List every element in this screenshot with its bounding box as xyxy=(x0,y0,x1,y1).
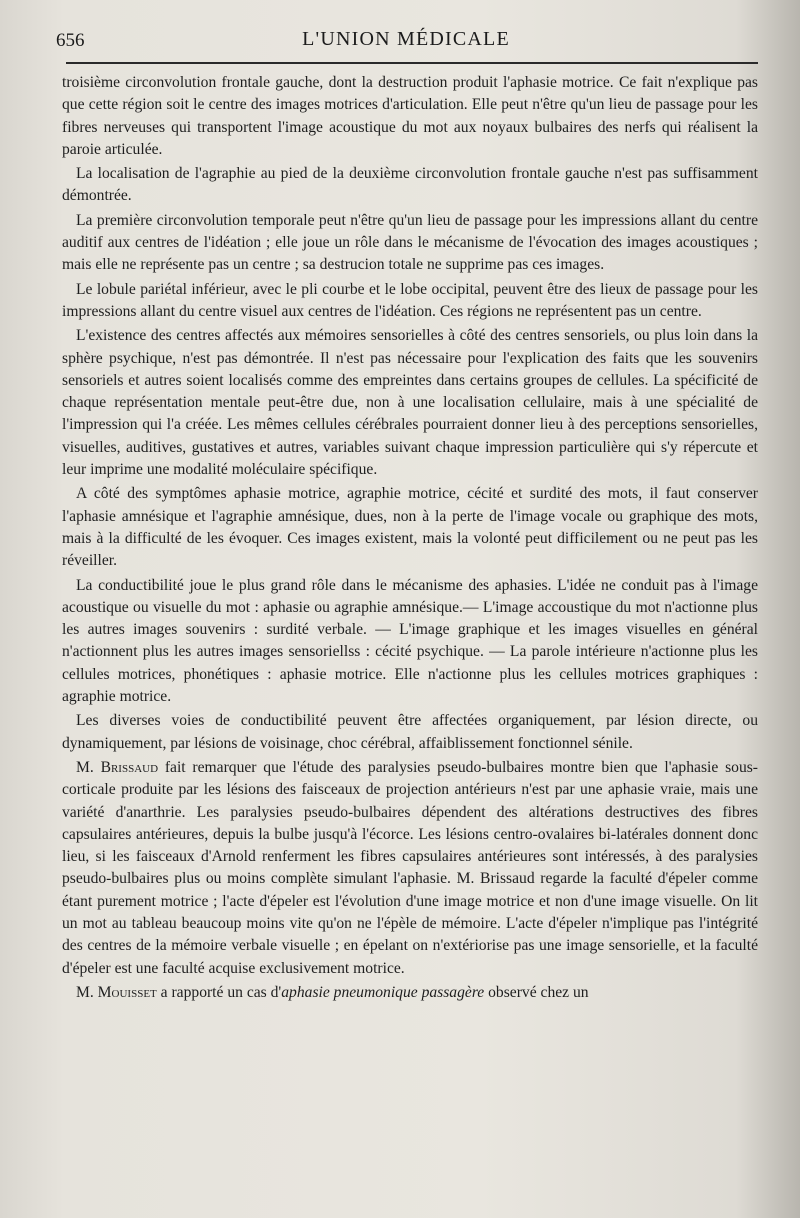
paragraph-mouisset xyxy=(62,982,758,1004)
paragraph-text: fait remarquer que l'étude des paralysies pseudo-bulbaires montre bien que l'aphasie sous-corticale produite par les lésions des faisceaux de projection antérieurs n'est par une aphasie vraie, mais une variété d'anarthrie. Les paralysies pseudo-bulbaires dépendent des altérations destructives des fibres capsulaires antérieures, depuis la bulbe jusqu'à l'écorce. Les lésions centro-ovalaires bi-latérales donnent donc lieu, si les faisceaux d'Arnold renferment les fibres capsulaires antérieures sont intéressés, à des paralysies pseudo-bulbaires plus ou moins complète simulant l'aphasie. M. Brissaud regarde la faculté d'épeler comme étant purement motrice ; l'acte d'épeler est l'évolution d'une image motrice et non d'une image visuelle. On lit un mot au tableau beaucoup moins vite qu'on ne l'épèle de mémoire. L'acte d'épeler n'implique pas l'intégrité des centres de la mémoire verbale visuelle ; en épelant on n'extériorise pas une image sensorielle, et la faculté d'épeler est une faculté acquise exclusivement motrice. xyxy=(62,758,758,977)
paragraph: La conductibilité joue le plus grand rôle dans le mécanisme des aphasies. L'idée ne conduit pas à l'image acoustique ou visuelle du mot : aphasie ou agraphie amnésique.— L'image accoustique du mot n'actionne plus les autres images souvenirs : surdité verbale. — L'image graphique et les images visuelles en général n'actionnent plus les autres images sensoriellss : cécité psychique. — La parole intérieure n'actionne plus les cellules motrices, phonétiques : aphasie motrice. Elle n'actionne plus les cellules motrices graphiques : agraphie motrice. xyxy=(62,576,758,706)
header-rule xyxy=(66,62,758,64)
speaker-name: M. Brissaud xyxy=(76,758,159,776)
paragraph: L'existence des centres affectés aux mémoires sensorielles à côté des centres sensoriels, ou plus loin dans la sphère psychique, n'est pas démontrée. Il n'est pas nécessaire pour l'explication des faits que les souvenirs sensoriels et autres soient localisés comme des empreintes dans certains groupes de cellules. La spécificité de chaque représentation mentale peut-être due, non à une localisation cellulaire, mais à une spécialité de l'impression qui l'a créée. Les mêmes cellules cérébrales pourraient donner lieu à des perceptions sensorielles, visuelles, auditives, gustatives et autres, variables suivant chaque impression particulière qui s'y répercute et leur imprime une modalité moléculaire spécifique. xyxy=(62,327,758,479)
paragraph-text: a rapporté un cas d' xyxy=(156,983,282,1001)
italic-term: aphasie pneumonique passagère xyxy=(281,983,485,1001)
speaker-name: M. Mouisset xyxy=(76,983,157,1001)
paragraph: Les diverses voies de conductibilité peuvent être affectées organiquement, par lésion directe, ou dynamiquement, par lésions de voisinage, choc cérébral, affaiblissement fonctionnel sénile. xyxy=(62,712,758,752)
paragraph: A côté des symptômes aphasie motrice, agraphie motrice, cécité et surdité des mots, il faut conserver l'aphasie amnésique et l'agraphie amnésique, dues, non à la perte de l'image vocale ou graphique des mots, mais à la difficulté de les évoquer. Ces images existent, mais la volonté peut difficilement ou ne peut pas les réveiller. xyxy=(62,485,758,570)
page-number: 656 xyxy=(56,30,85,51)
running-title: L'UNION MÉDICALE xyxy=(302,28,510,50)
paragraph: troisième circonvolution frontale gauche, dont la destruction produit l'aphasie motrice. Ce fait n'explique pas que cette région soit le centre des images motrices d'articulation. Elle peut n'être qu'un lieu de passage pour les fibres nerveuses qui transportent l'image acoustique du mot aux noyaux bulbaires des nerfs qui réalisent la paroie articulée. xyxy=(62,74,758,158)
page-header xyxy=(56,26,756,60)
paragraph: Le lobule pariétal inférieur, avec le pli courbe et le lobe occipital, peuvent être des lieux de passage pour les impressions allant du centre visuel aux centres de l'idéation. Ces régions ne représentent pas un centre. xyxy=(62,280,758,320)
paragraph-text: observé chez un xyxy=(484,983,589,1001)
article-body xyxy=(62,72,758,1006)
paragraph: La première circonvolution temporale peut n'être qu'un lieu de passage pour les impressions allant du centre auditif aux centres de l'idéation ; elle joue un rôle dans le mécanisme de l'évocation des images acoustiques ; mais elle ne représente pas un centre ; sa destrucion totale ne supprime pas ces images. xyxy=(62,211,758,274)
paragraph-brissaud xyxy=(62,757,758,980)
paragraph: La localisation de l'agraphie au pied de la deuxième circonvolution frontale gauche n'est pas suffisamment démontrée. xyxy=(62,165,758,205)
